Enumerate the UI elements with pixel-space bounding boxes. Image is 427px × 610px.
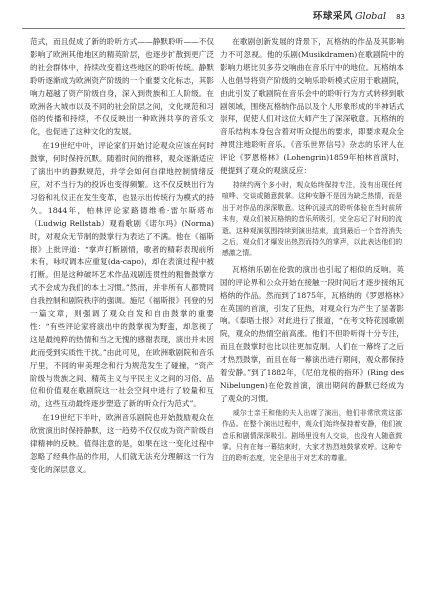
header-right xyxy=(313,8,405,22)
block-quote: 威尔士亲王和他的夫人出席了演出，他们非常欣赏这部作品。在整个演出过程中，观众们始终保持着安静，他们被音乐和剧情深深吸引。剧场里没有人交谈，也没有人随意鼓掌。只有在每一幕结束时，大家才热烈地鼓掌欢呼。这种专注的聆听态度，完全是出于对艺术的尊重。 xyxy=(222,408,402,463)
page-header xyxy=(0,6,427,28)
journal-title-en: Global xyxy=(354,11,387,22)
body-paragraph: 范式，而且促成了新的聆听方式——静默聆听——不仅影响了欧洲其他地区的精英阶层，也逐步扩散到更广泛的社会群体中，持续改变着这些地区的聆听传统。静默聆听逐渐成为欧洲资产阶级的一个重要文化标志，其影响力超越了资产阶级自身，深入到贵族和工人阶级。在欧洲各大城市以及不同的社会阶层之间，文化规范和习俗的传播和持续，不仅反映出一种欧洲共享的音乐文化，也促进了这种文化的发展。 xyxy=(30,37,214,137)
block-quote: 持续约两个多小时，观众始终保持专注，没有出现任何喧哗、交谈或随意鼓掌。这种安静不是因为缺乏热情，而是出于对作品的深深敬意。这种沉浸式的聆听体验在当时前所未有，观众们被瓦格纳的音乐所吸引，完全忘记了时间的流逝。这种观演氛围持续到演出结束，直到最后一个音符消失之后，观众们才爆发出热烈而持久的掌声，以此表达他们的感激之情。 xyxy=(222,180,402,258)
journal-title: 环球采风 xyxy=(312,11,353,22)
header-rule xyxy=(22,28,405,29)
right-column xyxy=(220,36,404,596)
body-paragraph: 在19世纪下半叶，欧洲音乐剧院也开始鼓励观众在欣赏演出时保持静默，这一趋势不仅仅成为资产阶级自律精神的反映。值得注意的是，如果在这一变化过程中忽略了经典作品的作用，人们就无法充分理解这一行为变化的深层意义。 xyxy=(30,413,214,474)
body-paragraph: 在歌剧创新发展的背景下，瓦格纳的作品及其影响力不可忽视。他的乐剧(Musikdramen)在歌剧院中的影响力堪比贝多芬交响曲在音乐厅中的地位。瓦格纳本人也倡导将资产阶级的交响乐聆听模式应用于歌剧院，由此引发了歌剧院在音乐会中的聆听行为方式转移到歌剧领域，围绕瓦格纳作品以及个人形象形成的半神话式崇拜，促使人们对这位大师产生了深深敬意。瓦格纳的音乐结构本身包含着对听众提出的要求，即要求观众全神贯注地聆听音乐。《音乐世界信号》杂志的乐评人在评论《罗恩格林》(Lohengrin)1859年柏林首演时，便提到了观众的观演反应： xyxy=(220,37,404,176)
body-paragraph: 在19世纪中叶，评论家们开始讨论观众应该在何时鼓掌，何时保持沉默。随着时间的推移，观众逐渐适应了演出中的静默规范，并学会如何自律地控制情绪反应，对不当行为的投诉也变得频繁。这不仅反映出行为习俗和礼仪正在发生变革，也显示出传统行为模式的持久。1844年，柏林评论家路德维希·雷尔斯塔布（Ludwig Rellstab）观看歌剧《诺尔玛》(Norma)时，对观众无节制的鼓掌行为表达了不满。他在《福斯报》上批评道：“掌声打断剧情，歌者的精彩表现前所未有，咏叹调本应重复(da-capo)，却在表演过程中被打断。但是这种破坏艺术作品戏剧连贯性的粗鲁鼓掌方式不会成为我们的本土习惯。”然而，并非所有人都赞同自我控制和剧院秩序的强调。施尼《福斯报》刊登的另一篇文章，则强调了观众自发和自由鼓掌的重要性：“有些评论家将演出中的鼓掌视为野蛮，却忽视了这是最纯粹的热情和当之无愧的感谢表现，演出并未因此而受到实质性干扰。”由此可见，在欧洲歌剧院和音乐厅里，不同的审美理念和行为规范发生了碰撞，“资产阶级与贵族之间、精英主义与平民主义之间的习俗、品位和价值观在歌剧院这一社会空间中进行了较量和互动，这些互动最终逐步塑造了新的听众行为范式”。 xyxy=(30,141,214,409)
left-column xyxy=(30,36,214,596)
page-number: 83 xyxy=(396,13,405,21)
body-paragraph: 瓦格纳乐剧在伦敦的演出也引起了相似的反响。英国的评论界和公众开始在接触一段时间后才逐步接纳瓦格纳的作品。然而到了1875年，瓦格纳的《罗恩格林》在英国的首演，引发了狂热，对观众行为产生了显著影响。《泰晤士报》对此进行了报道，“在考文特花园歌剧院，观众的热情空前高涨。他们不但聆听得十分专注，而且在鼓掌时也比以往更加克制。人们在一幕终了之后才热烈鼓掌，而且在每一幕演出进行期间，观众都保持着安静。”到了1882年，《尼伯龙根的指环》(Ring des Nibelungen)在伦敦首演，演出期间的静默已经成为了观众的习惯。 xyxy=(220,264,404,403)
